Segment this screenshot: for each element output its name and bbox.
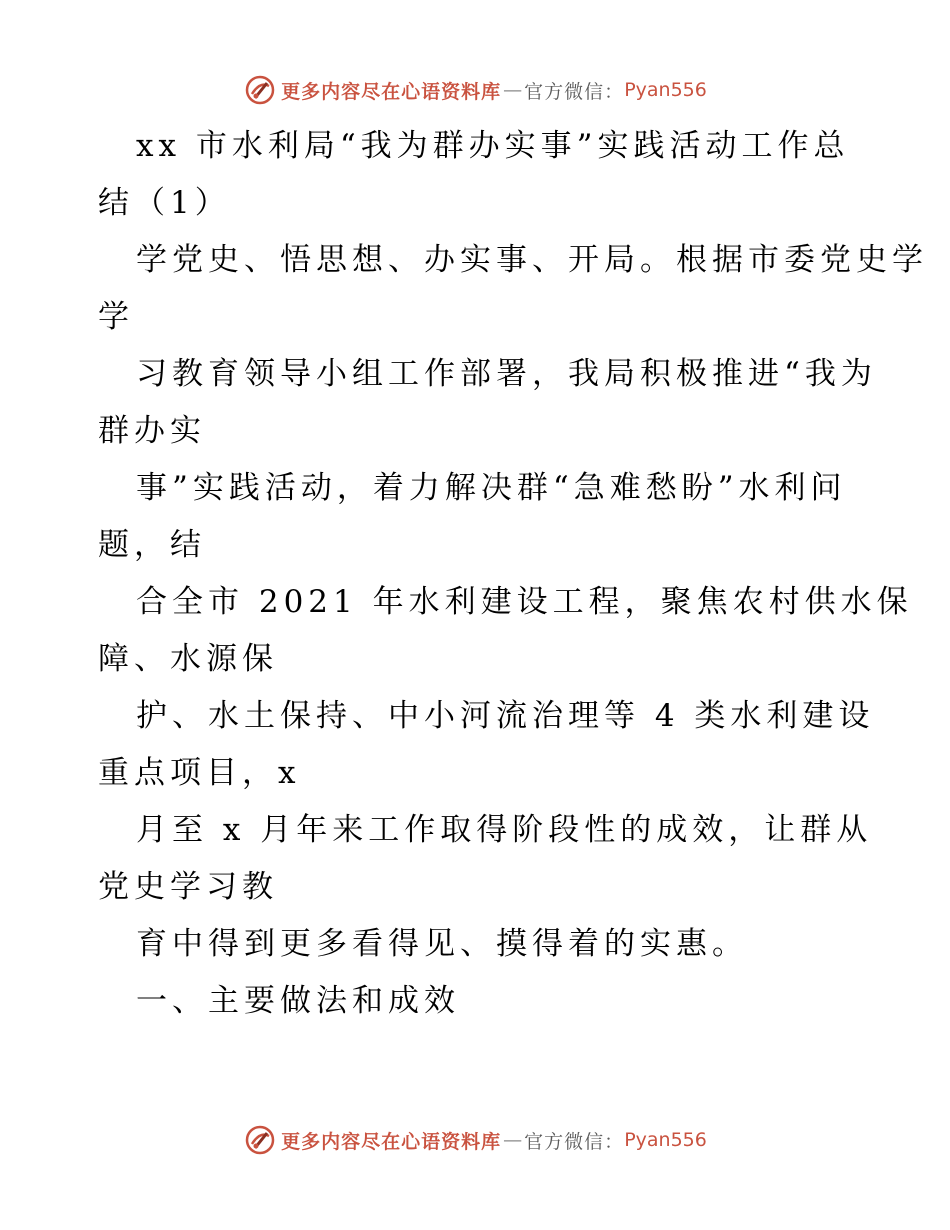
footer-banner — [0, 1120, 950, 1160]
text-line: 事”实践活动，着力解决群“急难愁盼”水利问 — [136, 470, 847, 506]
banner-text: 更多内容尽在心语资料库 — [281, 80, 502, 103]
banner-separator: — — [503, 1129, 523, 1151]
header-banner — [0, 70, 950, 110]
document-body — [98, 118, 928, 1030]
banner-wechat-id: Pyan556 — [624, 1129, 707, 1151]
brand-logo-icon — [243, 1123, 277, 1157]
text-line: 学党史、悟思想、办实事、开局。根据市委党史学 — [136, 242, 928, 278]
banner-wechat-label: 官方微信： — [524, 1130, 625, 1153]
text-line: 结（1） — [98, 185, 231, 221]
text-line: 护、水土保持、中小河流治理等 4 类水利建设 — [136, 698, 875, 734]
text-line: 学 — [98, 299, 134, 335]
banner-separator: — — [503, 79, 523, 101]
text-line: 重点项目，x — [98, 755, 301, 791]
text-line: 障、水源保 — [98, 641, 278, 677]
text-line: 群办实 — [98, 413, 206, 449]
brand-logo-icon — [243, 73, 277, 107]
text-line: 合全市 2021 年水利建设工程，聚焦农村供水保 — [136, 584, 913, 620]
text-line: 题，结 — [98, 527, 206, 563]
text-line: 月至 x 月年来工作取得阶段性的成效，让群从 — [136, 812, 873, 848]
text-line: 习教育领导小组工作部署，我局积极推进“我为 — [136, 356, 877, 392]
banner-wechat-id: Pyan556 — [624, 79, 707, 101]
banner-text: 更多内容尽在心语资料库 — [281, 1130, 502, 1153]
banner-wechat-label: 官方微信： — [524, 80, 625, 103]
section-heading: 一、主要做法和成效 — [136, 983, 460, 1019]
text-line: xx 市水利局“我为群办实事”实践活动工作总 — [136, 128, 850, 164]
text-line: 育中得到更多看得见、摸得着的实惠。 — [136, 926, 748, 962]
text-line: 党史学习教 — [98, 869, 278, 905]
